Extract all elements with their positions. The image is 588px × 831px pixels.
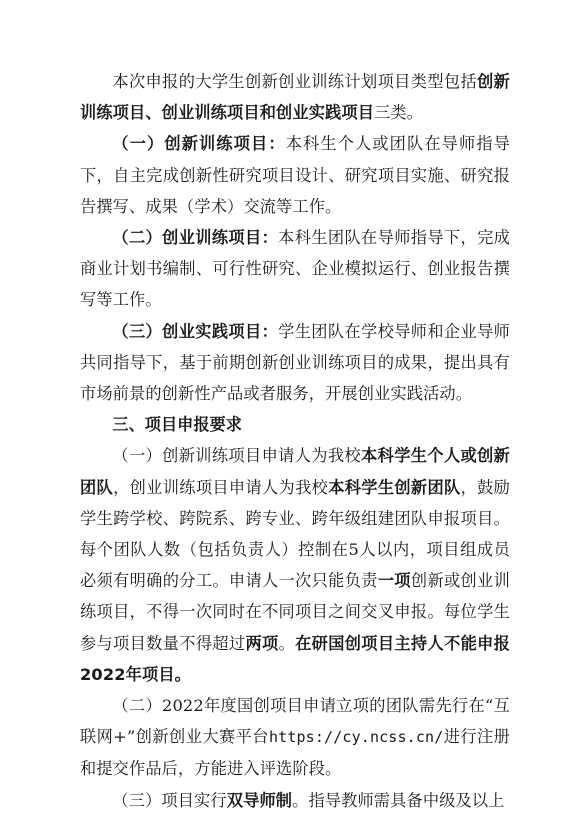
type-entrepreneurship-training-paragraph — [80, 222, 510, 316]
type-description: 本科生个人或团队在导师指导下，自主完成创新性研究项目设计、研究项目实施、研究报告撰写、成果（学术）交流等工作。 — [80, 134, 511, 216]
intro-text-end: 三类。 — [374, 103, 424, 123]
platform-url: https://cy.ncss.cn/ — [268, 728, 444, 747]
type-label: （二）创业训练项目： — [112, 228, 279, 248]
req1-text: （一）创新训练项目申请人为我校 — [112, 446, 362, 466]
req3-text: 。指导教师需具备中级及以上 — [292, 790, 505, 810]
type-description: 本科生团队在导师指导下，完成商业计划书编制、可行性研究、企业模拟运行、创业报告撰写等工作。 — [80, 228, 510, 310]
req3-text: （三）项目实行 — [112, 790, 227, 810]
req1-bold: 本科学生个人或创新团队 — [80, 446, 510, 497]
requirement-3-paragraph — [80, 785, 510, 816]
req2-text: 进行注册和提交作品后，方能进入评选阶段。 — [80, 727, 510, 779]
req1-bold: 本科学生创新团队 — [328, 477, 461, 497]
intro-text: 本次申报的大学生创新创业训练计划项目类型包括 — [112, 72, 478, 91]
req1-bold: 一项 — [377, 571, 411, 591]
requirement-2-paragraph — [80, 690, 510, 785]
req3-bold: 双导师制 — [226, 790, 293, 810]
req1-text: 。 — [278, 633, 296, 653]
type-innovation-paragraph — [80, 128, 510, 222]
intro-project-types: 创新训练项目、创业训练项目和创业实践项目 — [80, 72, 510, 123]
type-label: （一）创新训练项目： — [112, 134, 286, 154]
section-heading: 三、项目申报要求 — [112, 415, 242, 435]
req1-bold: 两项 — [245, 633, 279, 653]
requirement-1-paragraph — [80, 440, 510, 690]
req1-text: ，创业训练项目申请人为我校 — [113, 477, 329, 497]
intro-paragraph — [80, 66, 510, 128]
req1-bold: 在研国创项目主持人不能申报2022年项目。 — [80, 633, 510, 684]
req2-text: （二）2022年度国创项目申请立项的团队需先行在“互联网+”创新创业大赛平台 — [80, 696, 510, 747]
type-entrepreneurship-practice-paragraph — [80, 316, 510, 410]
req1-text: ，鼓励学生跨学校、跨院系、跨专业、跨年级组建团队申报项目。每个团队人数（包括负责人）控制在5人以内，项目组成员必须有明确的分工。申请人一次只能负责 — [80, 477, 510, 591]
req1-text: 创新或创业训练项目，不得一次同时在不同项目之间交叉申报。每位学生参与项目数量不得超过 — [80, 571, 510, 653]
type-description: 学生团队在学校导师和企业导师共同指导下，基于前期创新创业训练项目的成果，提出具有市场前景的创新性产品或者服务，开展创业实践活动。 — [80, 321, 510, 404]
type-label: （三）创业实践项目： — [112, 321, 279, 341]
